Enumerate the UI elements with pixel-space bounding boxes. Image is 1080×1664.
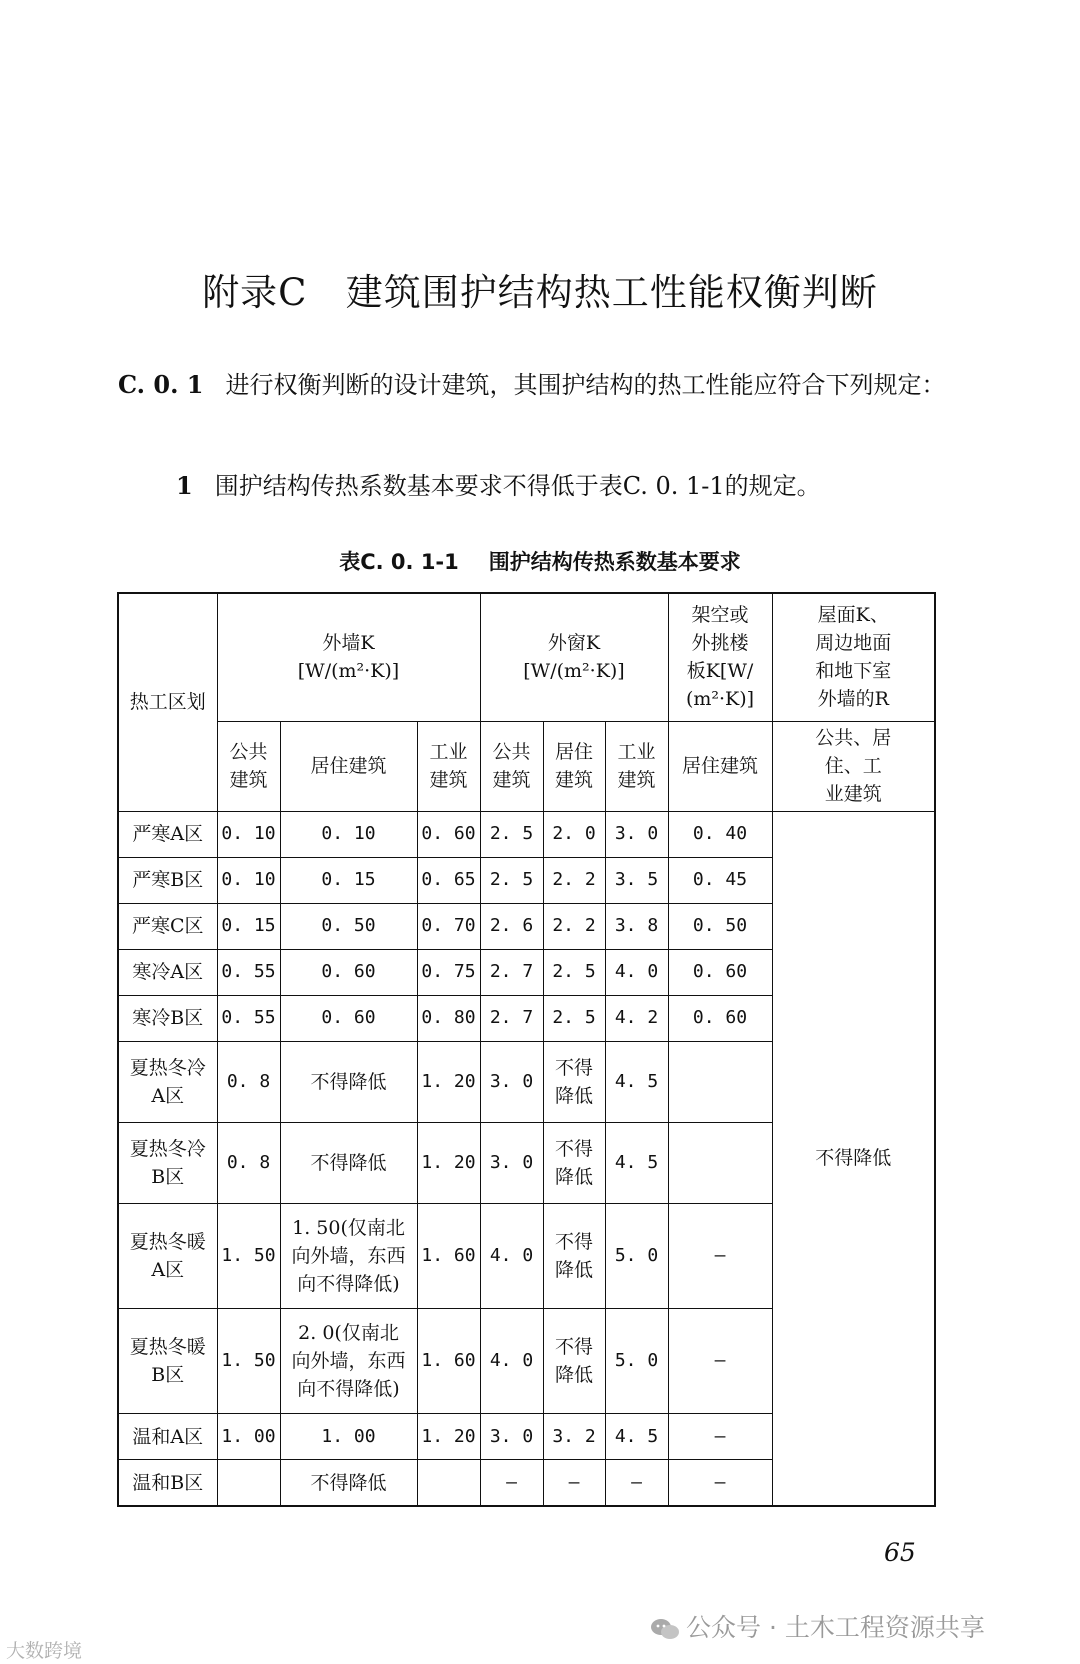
table-row [118, 811, 935, 857]
wall-public-cell: 0. 55 [217, 995, 280, 1041]
floor-residential-cell [668, 1123, 772, 1204]
wall-residential-cell: 不得降低 [280, 1041, 417, 1122]
window-industrial-cell: 4. 2 [605, 995, 668, 1041]
wall-residential-cell: 0. 60 [280, 995, 417, 1041]
header-window-industrial: 工业 建筑 [605, 721, 668, 811]
floor-residential-cell [668, 1041, 772, 1122]
wall-residential-cell: 不得降低 [280, 1460, 417, 1506]
wall-public-cell: 0. 8 [217, 1123, 280, 1204]
clause-number: C. 0. 1 [118, 370, 204, 399]
zone-cell: 夏热冬暖 B区 [118, 1309, 217, 1414]
header-floor-residential: 居住建筑 [668, 721, 772, 811]
wall-residential-cell: 2. 0(仅南北 向外墙，东西 向不得降低) [280, 1309, 417, 1414]
window-public-cell: 4. 0 [480, 1309, 543, 1414]
window-residential-cell: 2. 5 [543, 949, 605, 995]
table-caption-number: 表C. 0. 1-1 [339, 550, 459, 574]
window-industrial-cell: 3. 5 [605, 857, 668, 903]
wall-residential-cell: 0. 10 [280, 811, 417, 857]
floor-residential-cell: 0. 45 [668, 857, 772, 903]
wall-public-cell: 0. 10 [217, 857, 280, 903]
window-public-cell: 2. 5 [480, 857, 543, 903]
zone-cell: 夏热冬暖 A区 [118, 1204, 217, 1309]
window-public-cell: 3. 0 [480, 1123, 543, 1204]
wall-public-cell: 0. 10 [217, 811, 280, 857]
wall-industrial-cell: 1. 20 [417, 1123, 480, 1204]
header-window-public: 公共 建筑 [480, 721, 543, 811]
window-industrial-cell: 5. 0 [605, 1204, 668, 1309]
window-residential-cell: 2. 2 [543, 903, 605, 949]
floor-residential-cell: — [668, 1204, 772, 1309]
wall-industrial-cell: 0. 60 [417, 811, 480, 857]
window-public-cell: 2. 7 [480, 995, 543, 1041]
window-residential-cell: 3. 2 [543, 1414, 605, 1460]
header-wall: 外墙K [W/(m²·K)] [217, 593, 480, 721]
window-industrial-cell: 4. 5 [605, 1414, 668, 1460]
header-wall-public: 公共 建筑 [217, 721, 280, 811]
window-residential-cell: 2. 0 [543, 811, 605, 857]
window-industrial-cell: 4. 0 [605, 949, 668, 995]
wall-public-cell: 1. 50 [217, 1204, 280, 1309]
appendix-title [0, 262, 1080, 316]
wall-public-cell: 1. 50 [217, 1309, 280, 1414]
floor-residential-cell: 0. 60 [668, 995, 772, 1041]
header-roof-sub: 公共、居 住、工 业建筑 [772, 721, 935, 811]
wall-residential-cell: 1. 00 [280, 1414, 417, 1460]
wall-public-cell [217, 1460, 280, 1506]
header-zone: 热工区划 [118, 593, 217, 811]
zone-cell: 严寒C区 [118, 903, 217, 949]
window-public-cell: — [480, 1460, 543, 1506]
wall-industrial-cell: 0. 80 [417, 995, 480, 1041]
window-public-cell: 2. 5 [480, 811, 543, 857]
header-floor: 架空或 外挑楼 板K[W/ (m²·K)] [668, 593, 772, 721]
header-wall-industrial: 工业 建筑 [417, 721, 480, 811]
window-residential-cell: 不得 降低 [543, 1309, 605, 1414]
floor-residential-cell: — [668, 1460, 772, 1506]
window-public-cell: 2. 7 [480, 949, 543, 995]
window-public-cell: 2. 6 [480, 903, 543, 949]
window-industrial-cell: — [605, 1460, 668, 1506]
wall-industrial-cell: 0. 70 [417, 903, 480, 949]
window-industrial-cell: 3. 8 [605, 903, 668, 949]
wall-residential-cell: 0. 50 [280, 903, 417, 949]
item-number: 1 [176, 471, 193, 500]
header-window: 外窗K [W/(m²·K)] [480, 593, 668, 721]
table-caption-title: 围护结构传热系数基本要求 [488, 550, 741, 574]
wall-public-cell: 0. 8 [217, 1041, 280, 1122]
floor-residential-cell: 0. 60 [668, 949, 772, 995]
wall-industrial-cell: 1. 60 [417, 1204, 480, 1309]
wall-public-cell: 0. 55 [217, 949, 280, 995]
header-wall-residential: 居住建筑 [280, 721, 417, 811]
wall-industrial-cell: 1. 60 [417, 1309, 480, 1414]
window-public-cell: 3. 0 [480, 1041, 543, 1122]
zone-cell: 严寒A区 [118, 811, 217, 857]
appendix-heading: 建筑围护结构热工性能权衡判断 [345, 271, 878, 314]
window-residential-cell: 不得 降低 [543, 1123, 605, 1204]
watermark-left [6, 1636, 82, 1663]
watermark-right-text: 公众号 · 土木工程资源共享 [686, 1613, 985, 1642]
floor-residential-cell: 0. 40 [668, 811, 772, 857]
header-window-residential: 居住 建筑 [543, 721, 605, 811]
roof-value-cell: 不得降低 [772, 811, 935, 1506]
floor-residential-cell: — [668, 1309, 772, 1414]
window-residential-cell: 2. 2 [543, 857, 605, 903]
zone-cell: 寒冷B区 [118, 995, 217, 1041]
wall-residential-cell: 0. 15 [280, 857, 417, 903]
clause-c-0-1 [118, 362, 948, 408]
wall-public-cell: 1. 00 [217, 1414, 280, 1460]
table-caption [0, 546, 1080, 576]
zone-cell: 夏热冬冷 B区 [118, 1123, 217, 1204]
wall-industrial-cell: 0. 75 [417, 949, 480, 995]
zone-cell: 夏热冬冷 A区 [118, 1041, 217, 1122]
wechat-icon [650, 1617, 680, 1641]
page-number: 65 [884, 1538, 916, 1567]
window-public-cell: 4. 0 [480, 1204, 543, 1309]
watermark-right [650, 1608, 985, 1644]
window-residential-cell: 不得 降低 [543, 1204, 605, 1309]
floor-residential-cell: — [668, 1414, 772, 1460]
header-roof: 屋面K、 周边地面 和地下室 外墙的R [772, 593, 935, 721]
wall-residential-cell: 0. 60 [280, 949, 417, 995]
appendix-label: 附录C [202, 271, 308, 314]
window-industrial-cell: 4. 5 [605, 1041, 668, 1122]
floor-residential-cell: 0. 50 [668, 903, 772, 949]
window-industrial-cell: 5. 0 [605, 1309, 668, 1414]
window-residential-cell: 2. 5 [543, 995, 605, 1041]
clause-text: 进行权衡判断的设计建筑，其围护结构的热工性能应符合下列规定： [225, 371, 946, 399]
zone-cell: 严寒B区 [118, 857, 217, 903]
wall-residential-cell: 不得降低 [280, 1123, 417, 1204]
wall-industrial-cell: 0. 65 [417, 857, 480, 903]
item-text: 围护结构传热系数基本要求不得低于表C. 0. 1-1的规定。 [214, 472, 821, 500]
clause-item-1 [176, 466, 821, 501]
heat-transfer-table [117, 592, 936, 1507]
wall-industrial-cell [417, 1460, 480, 1506]
zone-cell: 寒冷A区 [118, 949, 217, 995]
watermark-left-text: 大数跨境 [6, 1640, 83, 1662]
window-public-cell: 3. 0 [480, 1414, 543, 1460]
wall-public-cell: 0. 15 [217, 903, 280, 949]
wall-industrial-cell: 1. 20 [417, 1414, 480, 1460]
window-residential-cell: 不得 降低 [543, 1041, 605, 1122]
zone-cell: 温和B区 [118, 1460, 217, 1506]
window-industrial-cell: 4. 5 [605, 1123, 668, 1204]
zone-cell: 温和A区 [118, 1414, 217, 1460]
window-residential-cell: — [543, 1460, 605, 1506]
window-industrial-cell: 3. 0 [605, 811, 668, 857]
wall-residential-cell: 1. 50(仅南北 向外墙，东西 向不得降低) [280, 1204, 417, 1309]
wall-industrial-cell: 1. 20 [417, 1041, 480, 1122]
